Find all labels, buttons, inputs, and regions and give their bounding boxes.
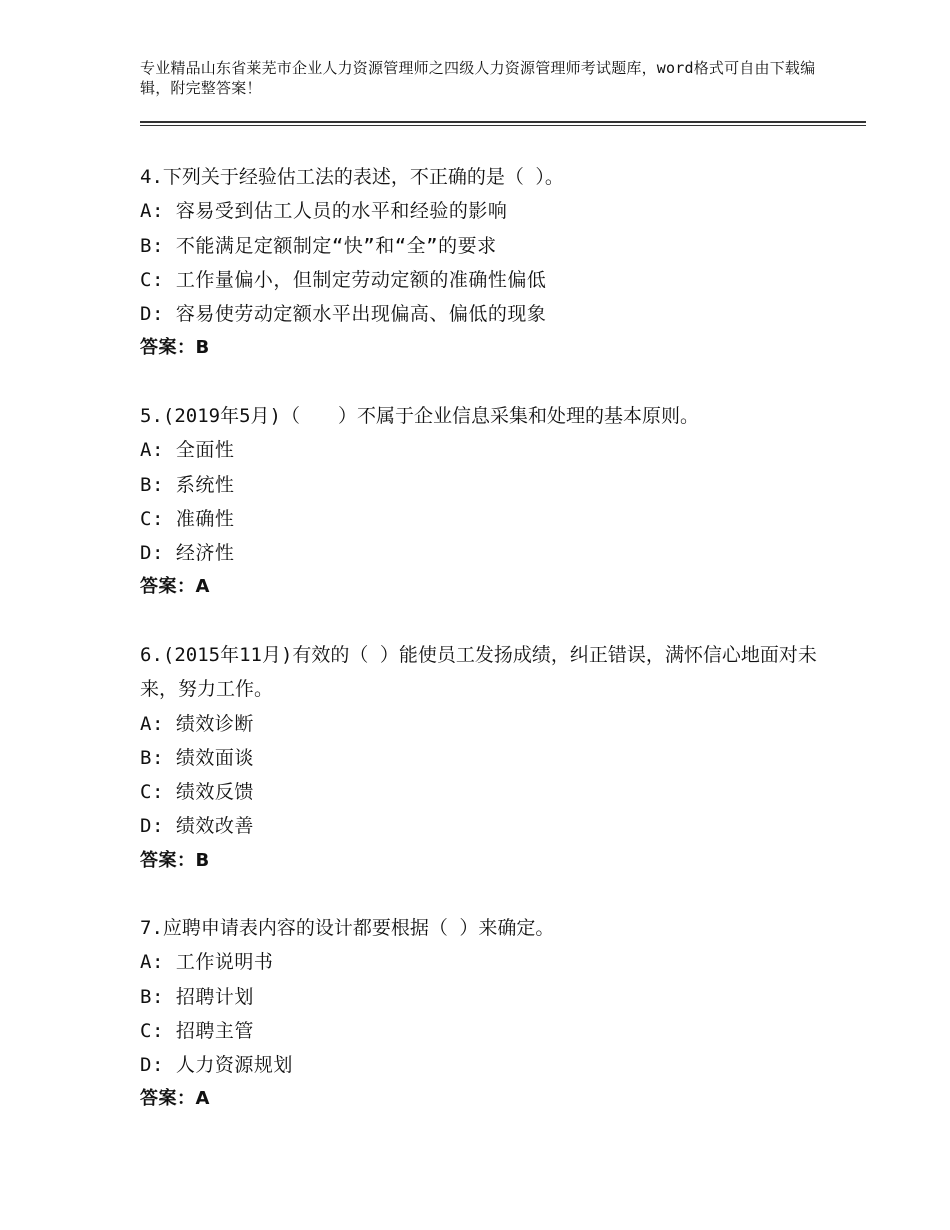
header-divider-thin (140, 125, 866, 126)
answer-text: 答案：B (140, 849, 210, 871)
answer-text: 答案：A (140, 576, 210, 598)
answer-text: 答案：A (140, 1088, 210, 1110)
question-5 (140, 399, 830, 605)
document-header: 专业精品山东省莱芜市企业人力资源管理师之四级人力资源管理师考试题库，word格式可自由下载编辑，附完整答案！ (140, 59, 816, 97)
question-stem: 7.应聘申请表内容的设计都要根据（ ）来确定。 (140, 917, 555, 939)
question-stem: 6.(2015年11月)有效的（ ）能使员工发扬成绩，纠正错误，满怀信心地面对未来，努力工作。 (140, 644, 817, 701)
option-d: D: 容易使劳动定额水平出现偏高、偏低的现象 (140, 303, 547, 326)
option-c: C: 绩效反馈 (140, 781, 254, 804)
option-d: D: 人力资源规划 (140, 1054, 293, 1077)
option-a: A: 容易受到估工人员的水平和经验的影响 (140, 200, 508, 223)
option-a: A: 工作说明书 (140, 951, 274, 974)
header-divider-thick (140, 121, 866, 123)
question-4 (140, 160, 830, 366)
option-a: A: 全面性 (140, 439, 235, 462)
question-6 (140, 638, 830, 878)
answer-text: 答案：B (140, 337, 210, 359)
option-b: B: 绩效面谈 (140, 746, 254, 769)
option-b: B: 招聘计划 (140, 985, 254, 1008)
option-c: C: 准确性 (140, 507, 235, 530)
option-c: C: 工作量偏小，但制定劳动定额的准确性偏低 (140, 268, 547, 291)
option-a: A: 绩效诊断 (140, 712, 254, 735)
option-d: D: 绩效改善 (140, 815, 254, 838)
option-c: C: 招聘主管 (140, 1019, 254, 1042)
question-stem: 4.下列关于经验估工法的表述，不正确的是（ ）。 (140, 166, 564, 188)
option-b: B: 系统性 (140, 473, 235, 496)
question-7 (140, 911, 830, 1117)
question-stem: 5.(2019年5月)（ ）不属于企业信息采集和处理的基本原则。 (140, 405, 699, 427)
option-d: D: 经济性 (140, 542, 235, 565)
option-b: B: 不能满足定额制定“快”和“全”的要求 (140, 234, 497, 257)
